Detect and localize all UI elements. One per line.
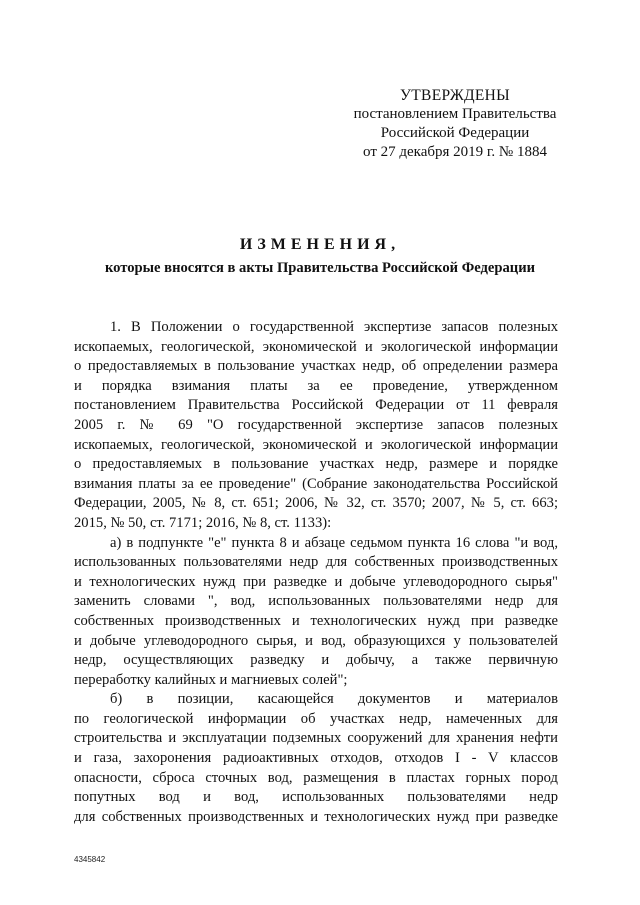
document-body <box>74 318 558 827</box>
paragraph-line: и газа, захоронения радиоактивных отходов, отходов I - V классов <box>74 750 558 767</box>
paragraph-line: а) в подпункте "е" пункта 8 и абзаце седьмом пункта 16 слова "и вод, <box>110 534 558 551</box>
approval-line-2: Российской Федерации <box>380 125 530 141</box>
document-title: ИЗМЕНЕНИЯ, <box>239 236 401 253</box>
paragraph-line: по геологической информации об участках недр, намеченных для <box>74 710 558 727</box>
paragraph-line: постановлением Правительства Российской Федерации от 11 февраля <box>74 397 558 414</box>
paragraph-line: взимания платы за ее проведение" (Собрание законодательства Российской <box>74 475 558 492</box>
paragraph-line: Федерации, 2005, № 8, ст. 651; 2006, № 32, ст. 3570; 2007, № 5, ст. 663; <box>74 495 558 512</box>
paragraph-line: для собственных производственных и технологических нужд при разведке <box>74 808 558 825</box>
document-code: 4345842 <box>74 855 106 864</box>
paragraph-line: переработку калийных и магниевых солей"; <box>74 671 348 688</box>
approval-block <box>340 86 570 162</box>
paragraph-line: о предоставляемых в пользование участках недр, об определении размера <box>74 358 558 375</box>
paragraph-line: и технологических нужд при разведке и добыче углеводородного сырья" <box>74 573 558 590</box>
paragraph-line: 2015, № 50, ст. 7171; 2016, № 8, ст. 1133): <box>74 514 332 531</box>
paragraph-line: строительства и эксплуатации подземных сооружений для хранения нефти <box>74 730 558 747</box>
paragraph-line: о предоставляемых в пользование участках недр, размере и порядке <box>74 456 558 473</box>
paragraph-line: и порядка взимания платы за ее проведение, утвержденном <box>74 377 558 394</box>
paragraph-line: ископаемых, геологической, экономической и экологической информации <box>74 338 558 355</box>
paragraph <box>74 690 558 827</box>
paragraph-line: использованных пользователями недр для собственных производственных <box>74 554 558 571</box>
paragraph-line: попутных вод и вод, использованных пользователями недр <box>74 789 558 806</box>
paragraph-line: ископаемых, геологической, экономической и экологической информации <box>74 436 558 453</box>
approval-line-3: от 27 декабря 2019 г. № 1884 <box>363 144 547 160</box>
paragraph-line: опасности, сброса сточных вод, размещения в пластах горных пород <box>74 769 558 786</box>
paragraph-line: недр, осуществляющих разведку и добычу, а также первичную <box>74 652 558 669</box>
paragraph <box>74 534 558 691</box>
document-subtitle: которые вносятся в акты Правительства Российской Федерации <box>104 260 536 276</box>
approval-line-1: постановлением Правительства <box>353 106 557 122</box>
approval-heading: УТВЕРЖДЕНЫ <box>400 87 510 104</box>
paragraph-line: собственных производственных и технологических нужд при разведке <box>74 612 558 629</box>
paragraph-line: и добыче углеводородного сырья, и вод, образующихся у пользователей <box>74 632 558 649</box>
paragraph <box>74 318 558 534</box>
paragraph-line: б) в позиции, касающейся документов и материалов <box>110 691 558 708</box>
paragraph-line: заменить словами ", вод, использованных пользователями недр для <box>74 593 558 610</box>
paragraph-line: 2005 г. № 69 "О государственной экспертизе запасов полезных <box>74 416 558 433</box>
paragraph-line: 1. В Положении о государственной экспертизе запасов полезных <box>110 319 558 335</box>
